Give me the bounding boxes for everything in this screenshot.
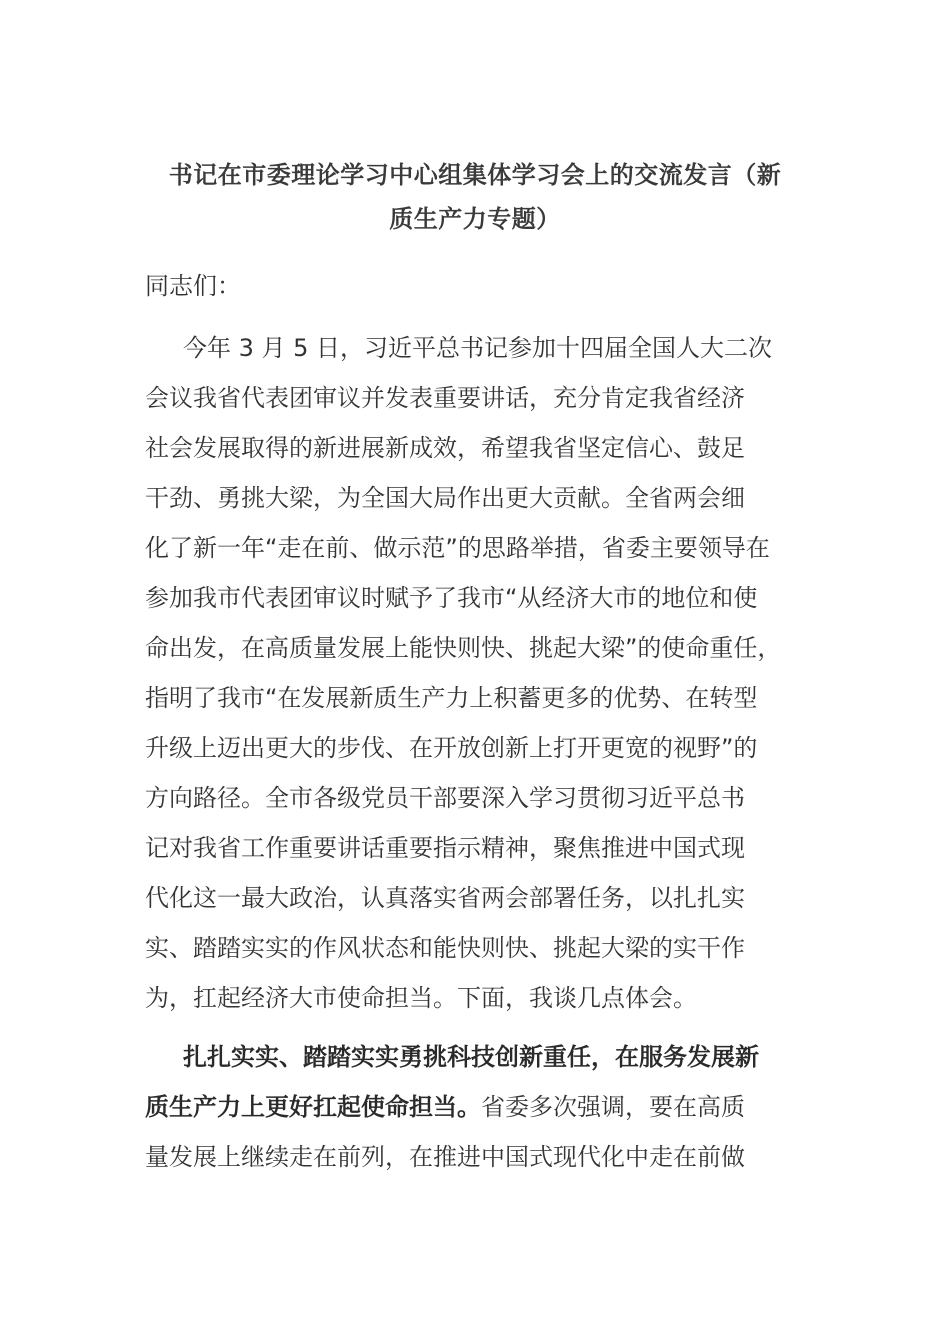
- paragraph-line: 命出发，在高质量发展上能快则快、挑起大梁”的使命重任，: [145, 634, 782, 662]
- section-heading-text: 扎扎实实、踏踏实实勇挑科技创新重任，在服务发展新: [183, 1043, 759, 1071]
- paragraph-line: 参加我市代表团审议时赋予了我市“从经济大市的地位和使: [145, 584, 758, 612]
- paragraph-line: 指明了我市“在发展新质生产力上积蓄更多的优势、在转型: [145, 684, 758, 712]
- section-heading-text: 质生产力上更好扛起使命担当。: [145, 1093, 481, 1121]
- section-heading-line: [145, 1032, 825, 1082]
- paragraph-line: 干劲、勇挑大梁，为全国大局作出更大贡献。全省两会细: [145, 484, 745, 512]
- paragraph-line: [145, 1082, 825, 1132]
- paragraph-line: 会议我省代表团审议并发表重要讲话，充分肯定我省经济: [145, 384, 745, 412]
- paragraph-section-one: [145, 1032, 825, 1182]
- title-line: 质生产力专题）: [389, 205, 561, 233]
- paragraph-line: 代化这一最大政治，认真落实省两会部署任务，以扎扎实: [145, 884, 745, 912]
- paragraph-line: 量发展上继续走在前列，在推进中国式现代化中走在前做: [145, 1143, 745, 1171]
- paragraph-line: 记对我省工作重要讲话重要指示精神，聚焦推进中国式现: [145, 834, 745, 862]
- paragraph-line: 社会发展取得的新进展新成效，希望我省坚定信心、鼓足: [145, 434, 745, 462]
- document-title: [145, 153, 805, 241]
- paragraph-line: 为，扛起经济大市使命担当。下面，我谈几点体会。: [145, 984, 697, 1012]
- paragraph-line: 今年 3 月 5 日，习近平总书记参加十四届全国人大二次: [183, 334, 773, 362]
- paragraph-text: 省委多次强调，要在高质: [481, 1093, 745, 1121]
- title-line: 书记在市委理论学习中心组集体学习会上的交流发言（新: [168, 161, 782, 189]
- paragraph-line: 实、踏踏实实的作风状态和能快则快、挑起大梁的实干作: [145, 934, 745, 962]
- paragraph-line: 化了新一年“走在前、做示范”的思路举措，省委主要领导在: [145, 534, 770, 562]
- salutation: 同志们：: [145, 272, 241, 300]
- paragraph-line: 升级上迈出更大的步伐、在开放创新上打开更宽的视野”的: [145, 734, 758, 762]
- paragraph-intro: [145, 323, 825, 1023]
- paragraph-line: 方向路径。全市各级党员干部要深入学习贯彻习近平总书: [145, 784, 745, 812]
